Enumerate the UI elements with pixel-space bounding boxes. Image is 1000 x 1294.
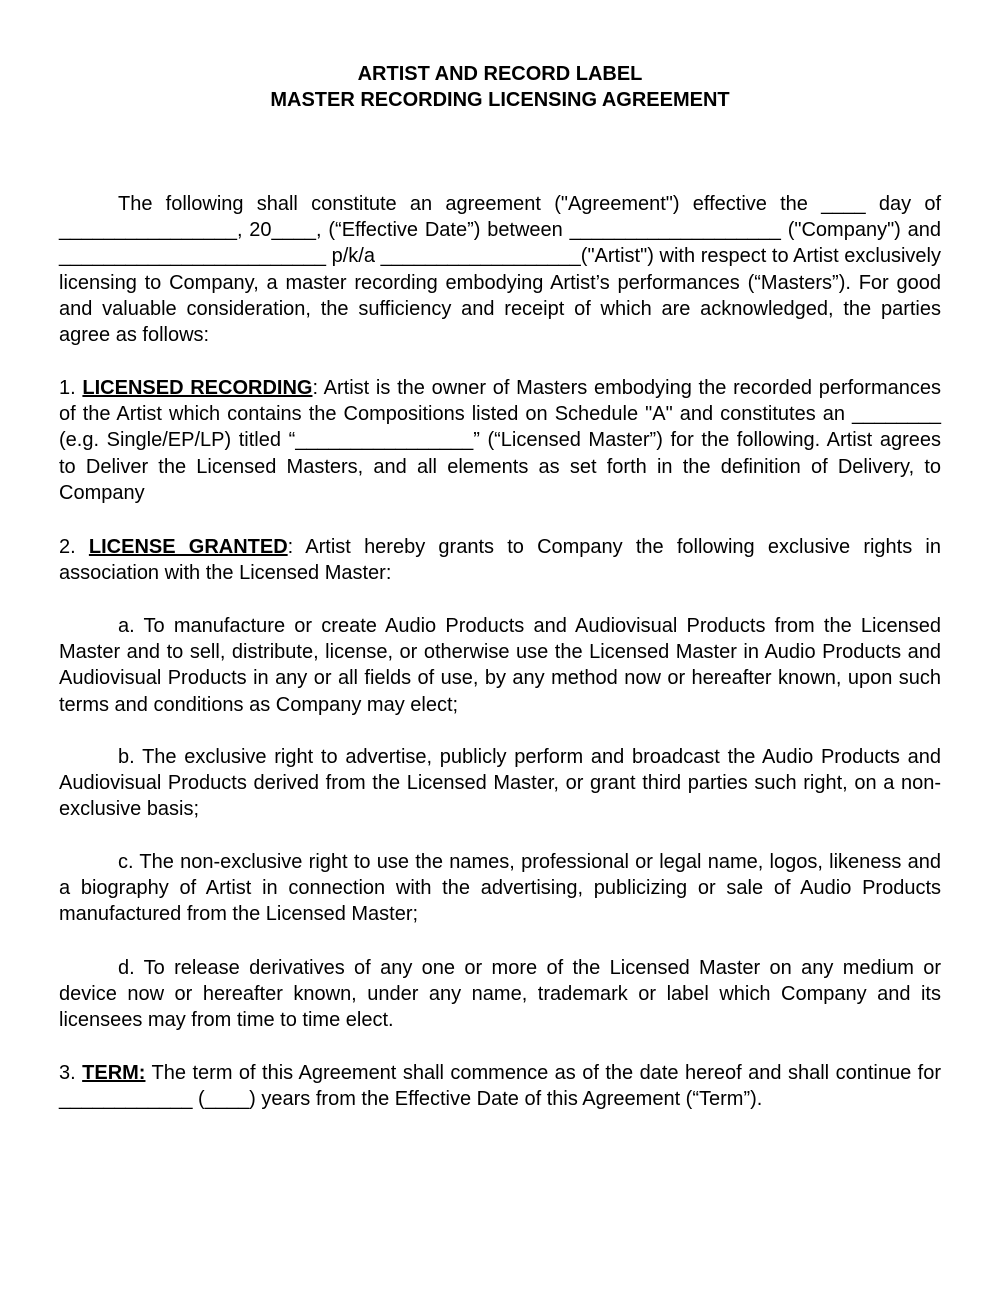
- document-title-line-1: ARTIST AND RECORD LABEL: [357, 63, 643, 85]
- section-number: 1.: [59, 377, 83, 399]
- section-text: Artist is the owner of Masters embodying the recorded performances of the Artist which contains the Compositions listed on Schedule "A" and constitutes an ________ (e.g. Single/EP/LP) titled “________________” (“Licensed Master”) for the following. Artist agrees to Deliver the Licensed Masters, and all elements as set forth in the definition of Delivery, to Company: [59, 377, 941, 504]
- section-separator: :: [312, 377, 319, 399]
- section-text: Artist hereby grants to Company the following exclusive rights in association with the Licensed Master:: [59, 536, 941, 585]
- section-license-granted: [59, 534, 941, 586]
- sub-item-c: c. The non-exclusive right to use the names, professional or legal name, logos, likeness and a biography of Artist in connection with the advertising, publicizing or sale of Audio Products manufactured from the Licensed Master;: [59, 851, 941, 926]
- sub-item-b: b. The exclusive right to advertise, publicly perform and broadcast the Audio Products and Audiovisual Products derived from the Licensed Master, or grant third parties such right, on a non-exclusive basis;: [59, 746, 941, 821]
- section-separator: :: [287, 536, 294, 558]
- intro-paragraph: The following shall constitute an agreement ("Agreement") effective the ____ day of ________________, 20____, (“Effective Date”) between ___________________ ("Company") and ________________________ p/k/a __________________("Artist") with respect to Artist exclusively licensing to Company, a master recording embodying Artist’s performances (“Masters”). For good and valuable consideration, the sufficiency and receipt of which are acknowledged, the parties agree as follows:: [59, 193, 941, 347]
- sub-item-d: d. To release derivatives of any one or more of the Licensed Master on any medium or device now or hereafter known, under any name, trademark or label which Company and its licensees may from time to time elect.: [59, 957, 941, 1032]
- section-heading: LICENSE GRANTED: [88, 536, 288, 558]
- section-heading: TERM:: [82, 1062, 146, 1084]
- section-licensed-recording: [59, 375, 941, 506]
- sub-item-a: a. To manufacture or create Audio Products and Audiovisual Products from the Licensed Master and to sell, distribute, license, or otherwise use the Licensed Master in Audio Products and Audiovisual Products in any or all fields of use, by any method now or hereafter known, upon such terms and conditions as Company may elect;: [59, 615, 941, 716]
- section-number: 3.: [59, 1062, 83, 1084]
- document-title-line-2: MASTER RECORDING LICENSING AGREEMENT: [270, 89, 730, 111]
- section-term: [59, 1060, 941, 1112]
- section-heading: LICENSED RECORDING: [82, 377, 313, 399]
- section-number: 2.: [59, 536, 89, 558]
- section-text: The term of this Agreement shall commence as of the date hereof and shall continue for ____________ (____) years from the Effective Date of this Agreement (“Term”).: [59, 1062, 941, 1111]
